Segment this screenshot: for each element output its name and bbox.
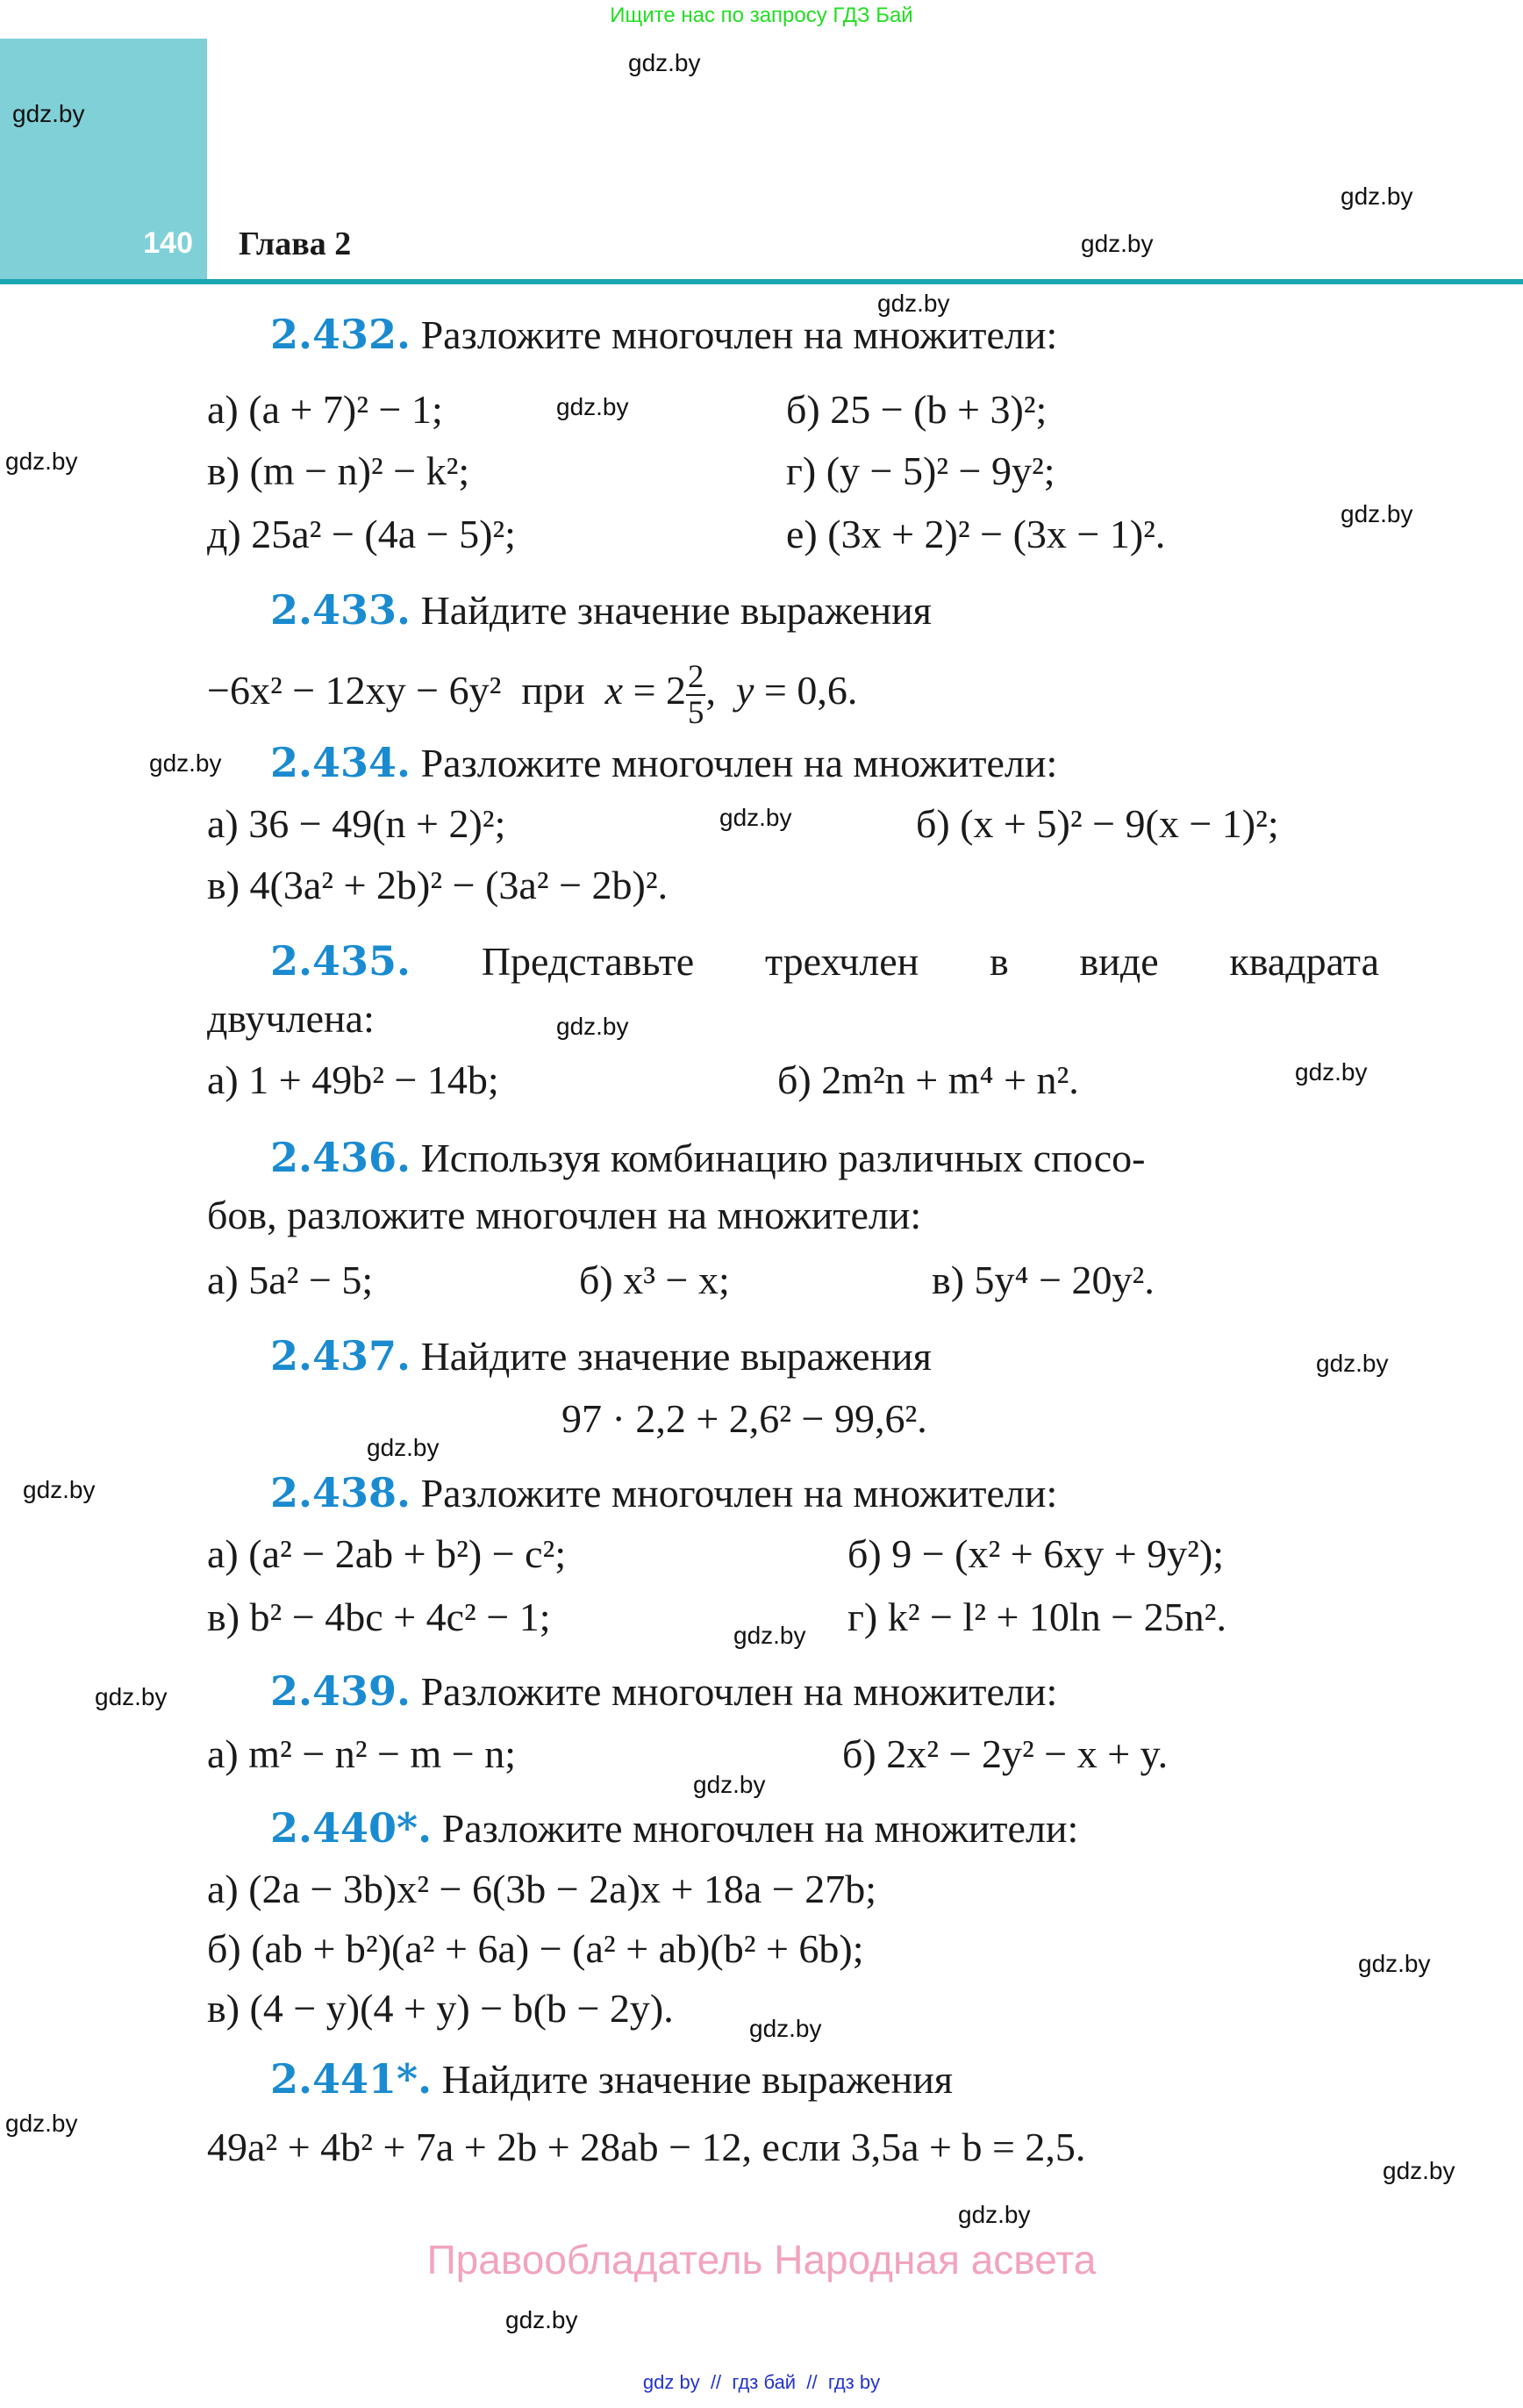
item-expression: (a + 7)² − 1; [248, 387, 443, 432]
exercise-number: 2.441*. [270, 2055, 433, 2103]
item-expression: b² − 4bc + 4c² − 1; [249, 1595, 551, 1639]
footer-separator: // [806, 2371, 818, 2393]
watermark-text: gdz.by [1081, 230, 1154, 257]
exercise-number: 2.438. [270, 1469, 411, 1516]
item-expression: 9 − (x² + 6xy + 9y²); [891, 1531, 1225, 1576]
item-expression: 25 − (b + 3)²; [830, 387, 1048, 432]
exercise-2-432-item-b [786, 386, 1047, 433]
exercise-prompt-line-1: Используя комбинацию различных спосо- [420, 1136, 1146, 1180]
item-expression: m² − n² − m − n; [248, 1731, 516, 1776]
exercise-prompt: Найдите значение выражения [441, 2057, 954, 2102]
watermark-text: gdz.by [749, 2015, 822, 2042]
exercise-prompt: Разложите многочлен на множители: [420, 741, 1058, 785]
watermark-text: gdz.by [5, 448, 78, 475]
exercise-2-434-heading [270, 739, 1057, 786]
exercise-2-435-prompt-line-2: двучлена: [207, 996, 375, 1041]
exercise-2-432-item-g [786, 448, 1055, 494]
item-expression: 1 + 49b² − 14b; [248, 1057, 499, 1102]
watermark-text: gdz.by [149, 749, 222, 777]
exercise-number: 2.439. [270, 1667, 411, 1715]
item-expression: (x + 5)² − 9(x − 1)²; [960, 801, 1279, 846]
exercise-2-434-item-v [207, 862, 668, 908]
item-label: в) [207, 448, 240, 493]
item-label: г) [847, 1595, 878, 1639]
exercise-number: 2.436. [270, 1134, 411, 1181]
item-label: б) [786, 387, 820, 432]
exercise-2-438-item-a [207, 1530, 566, 1577]
x-whole: 2 [666, 668, 687, 713]
exercise-prompt: Разложите многочлен на множители: [420, 1669, 1058, 1714]
watermark-text: gdz.by [1383, 2157, 1455, 2184]
exercise-2-433-heading [270, 586, 932, 634]
item-label: а) [207, 1731, 239, 1776]
exercise-prompt: Разложите многочлен на множители: [441, 1806, 1079, 1851]
item-label: б) [847, 1531, 882, 1576]
fraction-denominator: 5 [688, 693, 704, 730]
item-expression: k² − l² + 10ln − 25n². [887, 1595, 1226, 1639]
exercise-number: 2.435. [270, 937, 411, 985]
item-label: б) [842, 1731, 876, 1776]
watermark-text: gdz.by [1341, 183, 1413, 210]
exercise-2-432-item-d [207, 511, 516, 557]
exercise-number: 2.437. [270, 1332, 411, 1380]
watermark-text: gdz.by [733, 1622, 806, 1649]
item-expression: (3x + 2)² − (3x − 1)². [827, 512, 1166, 556]
exercise-2-439-item-a [207, 1731, 516, 1777]
watermark-text: gdz.by [877, 290, 950, 317]
exercise-prompt: Разложите многочлен на множители: [420, 1471, 1058, 1516]
exercise-2-439-item-b [842, 1731, 1168, 1777]
exercise-2-440-heading [270, 1804, 1078, 1852]
exercise-2-432-heading [270, 311, 1057, 358]
exercise-2-434-item-a [207, 800, 505, 847]
item-label: г) [786, 448, 817, 493]
exercise-number: 2.440*. [270, 1804, 433, 1852]
item-expression: (ab + b²)(a² + 6a) − (a² + ab)(b² + 6b); [251, 1926, 864, 1971]
item-label: в) [932, 1258, 965, 1302]
watermark-text: gdz.by [693, 1771, 766, 1798]
item-expression: (m − n)² − k²; [249, 448, 470, 493]
search-banner: Ищите нас по запросу ГДЗ Бай [610, 4, 913, 27]
item-label: а) [207, 387, 239, 432]
exercise-2-438-item-g [847, 1594, 1226, 1640]
item-expression: 4(3a² + 2b)² − (3a² − 2b)². [249, 863, 669, 907]
exercise-2-437-heading [270, 1332, 932, 1380]
watermark-text: gdz.by [95, 1683, 168, 1710]
exercise-2-436-item-v [932, 1257, 1155, 1303]
item-label: а) [207, 1258, 239, 1302]
item-label: а) [207, 1531, 239, 1576]
exercise-number: 2.434. [270, 739, 411, 786]
exercise-2-441-heading [270, 2055, 953, 2103]
watermark-text: gdz.by [719, 804, 792, 831]
exercise-2-434-item-b [916, 800, 1279, 847]
watermark-text: gdz.by [1358, 1950, 1431, 1977]
item-label: б) [777, 1057, 812, 1102]
exercise-2-436-prompt-line-2: бов, разложите многочлен на множители: [207, 1193, 922, 1237]
exercise-prompt: Найдите значение выражения [420, 1334, 932, 1379]
watermark-text: gdz.by [367, 1434, 440, 1461]
item-label: в) [207, 1595, 240, 1639]
item-label: б) [579, 1258, 613, 1302]
item-expression: 5y⁴ − 20y². [974, 1258, 1155, 1302]
item-label: а) [207, 1057, 239, 1102]
item-label: д) [207, 512, 241, 556]
item-label: а) [207, 1867, 239, 1911]
polynomial: −6x² − 12xy − 6y² [207, 668, 502, 713]
exercise-2-436-heading [270, 1134, 1146, 1181]
fraction-numerator: 2 [688, 658, 704, 694]
page-number: 140 [143, 226, 193, 260]
exercise-2-432-item-v [207, 448, 469, 494]
item-expression: 2x² − 2y² − x + y. [886, 1731, 1169, 1776]
watermark-text: gdz.by [5, 2110, 78, 2137]
exercise-2-432-item-e [786, 511, 1165, 557]
item-expression: 25a² − (4a − 5)²; [251, 512, 516, 556]
copyright-notice: Правообладатель Народная асвета [426, 2237, 1097, 2283]
watermark-text: gdz.by [958, 2201, 1031, 2228]
x-fraction [686, 660, 705, 729]
item-label: в) [207, 1986, 240, 2031]
exercise-prompt: Разложите многочлен на множители: [420, 312, 1058, 357]
chapter-title: Глава 2 [239, 226, 352, 262]
exercise-2-436-item-b [579, 1257, 730, 1303]
watermark-text: gdz.by [1316, 1350, 1389, 1377]
watermark-text: gdz.by [628, 49, 701, 76]
item-expression: 2m²n + m⁴ + n². [821, 1057, 1079, 1102]
exercise-2-435-item-b [777, 1057, 1079, 1103]
exercise-number: 2.433. [270, 586, 411, 634]
exercise-2-435-item-a [207, 1057, 499, 1103]
y-value: 0,6 [797, 668, 847, 713]
item-expression: 36 − 49(n + 2)²; [248, 801, 506, 846]
exercise-2-437-expression: 97 · 2,2 + 2,6² − 99,6². [561, 1396, 927, 1441]
watermark-text: gdz.by [23, 1476, 96, 1503]
watermark-text: gdz.by [1341, 500, 1413, 527]
watermark-text: gdz.by [505, 2306, 578, 2333]
exercise-2-441-expression: 49a² + 4b² + 7a + 2b + 28ab − 12, если 3,5a + b = 2,5. [207, 2125, 1086, 2169]
item-expression: (y − 5)² − 9y²; [826, 448, 1055, 493]
item-expression: 5a² − 5; [248, 1258, 374, 1302]
item-label: е) [786, 512, 818, 556]
footer-link-gdz-bai[interactable]: гдз бай [732, 2371, 797, 2393]
exercise-2-438-heading [270, 1469, 1057, 1516]
exercise-2-439-heading [270, 1667, 1057, 1715]
footer-link-gdz-by[interactable]: gdz by [642, 2371, 700, 2393]
exercise-2-438-item-b [847, 1530, 1224, 1577]
footer-links [0, 2371, 1523, 2394]
exercise-2-433-expression: −6x² − 12xy − 6y² при x = 2 $\frac{2}{5}$ , y = 0,6. [207, 658, 858, 730]
watermark-text: gdz.by [556, 393, 629, 420]
item-label: б) [916, 801, 950, 846]
item-label: а) [207, 801, 239, 846]
exercise-prompt-line-1: Представьте трехчлен в виде квадрата [481, 939, 1379, 984]
header-divider [0, 279, 1523, 284]
item-expression: (a² − 2ab + b²) − c²; [248, 1531, 567, 1576]
item-label: в) [207, 863, 240, 907]
item-label: б) [207, 1926, 241, 1971]
footer-separator: // [710, 2371, 722, 2393]
item-expression: x³ − x; [623, 1258, 730, 1302]
exercise-prompt: Найдите значение выражения [420, 588, 932, 633]
exercise-2-440-item-b [207, 1925, 864, 1972]
exercise-2-440-item-a [207, 1866, 876, 1912]
exercise-2-436-item-a [207, 1257, 373, 1303]
watermark-text: gdz.by [12, 100, 85, 127]
exercise-number: 2.432. [270, 311, 411, 358]
footer-link-gdz-by-cyr[interactable]: гдз by [827, 2371, 881, 2393]
exercise-2-435-heading [270, 937, 1379, 985]
exercise-2-440-item-v [207, 1985, 674, 2032]
exercise-2-438-item-v [207, 1594, 551, 1640]
exercise-2-432-item-a [207, 386, 443, 433]
item-expression: (4 − y)(4 + y) − b(b − 2y). [249, 1986, 674, 2031]
watermark-text: gdz.by [556, 1013, 629, 1040]
condition-word: при [521, 668, 585, 713]
item-expression: (2a − 3b)x² − 6(3b − 2a)x + 18a − 27b; [248, 1867, 877, 1911]
watermark-text: gdz.by [1295, 1058, 1368, 1086]
